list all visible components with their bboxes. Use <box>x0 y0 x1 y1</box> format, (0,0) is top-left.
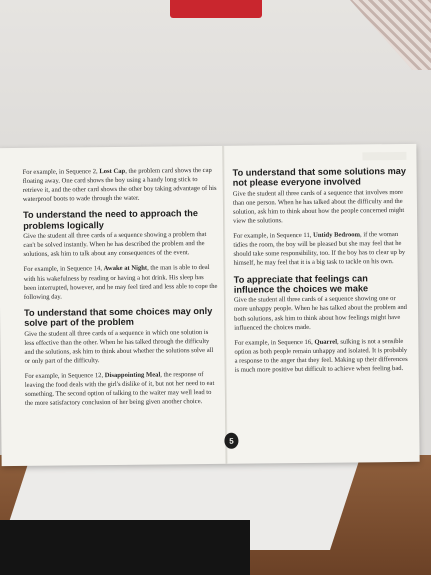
page-corner-mark <box>362 152 406 160</box>
left-example-awake-at-night: For example, in Sequence 14, Awake at Night, the man is able to deal with his wakefulness by reading or having a hot drink. His sleep has been interrupted, however, and he may feel tired and less able to cope the following day. <box>23 264 218 301</box>
left-page-column <box>23 166 220 414</box>
heading-part-of-problem: To understand that some choices may only solve part of the problem <box>24 305 213 329</box>
heading-not-please-everyone: To understand that some solutions may not please everyone involved <box>232 165 407 189</box>
open-booklet <box>0 144 420 466</box>
left-example-disappointing-meal: For example, in Sequence 12, Disappointing Meal, the response of leaving the food deals with the girl's dislike of it, but not her need to eat something. The second option of talking to the waiter may well lead to the more satisfactory conclusion of her being given another choice. <box>24 371 215 408</box>
booklet-spine <box>222 146 227 464</box>
red-box <box>170 0 262 18</box>
left-example-lost-cap: For example, in Sequence 2, Lost Cap, the problem card shows the cap floating away. One card shows the boy using a handy long stick to retrieve it, and the other card shows the other boy taking advantage of his waterproof boots to wade through the water. <box>22 166 217 204</box>
right-example-untidy-bedroom: For example, in Sequence 11, Untidy Bedroom, if the woman tidies the room, the boy will be pleased but she may feel that he should take some responsibility, too. If the boy has to clear up by himself, he may feel that it is a big task to tackle on his own. <box>233 231 406 268</box>
right-page-column <box>233 164 409 381</box>
page-number: 5 <box>224 433 238 449</box>
tabletop <box>0 0 431 160</box>
right-instruction-2: Give the student all three cards of a sequence showing one or more unhappy people. When he has talked about the problem and both solutions, ask him to think about how feelings might have influenced the choices made. <box>233 295 407 332</box>
left-instruction-1: Give the student all three cards of a sequence showing a problem that can't be solved instantly. When he has described the problem and the solutions, ask him to talk about any consequences of the event. <box>23 231 207 259</box>
left-instruction-2: Give the student all three cards of a sequence in which one solution is less effective than the other. When he has talked through the difficulty and the solutions, ask him to think about whether the solutions solve all or only part of the difficulty. <box>24 328 214 365</box>
heading-feelings-influence: To appreciate that feelings can influence the choices we make <box>233 272 369 295</box>
right-example-quarrel: For example, in Sequence 16, Quarrel, sulking is not a sensible option as both people remain unhappy and isolated. It is probably a response to the anger that they feel. Making up their differences is much more positive but difficult to achieve when feeling bad. <box>234 337 408 374</box>
heading-approach-logically: To understand the need to approach the problems logically <box>22 208 199 231</box>
dark-cloth <box>0 520 250 575</box>
right-instruction-1: Give the student all three cards of a sequence that involves more than one person. When he has talked about the difficulty and the solution, ask him to think about how the people concerned might view the solutions. <box>232 188 405 225</box>
